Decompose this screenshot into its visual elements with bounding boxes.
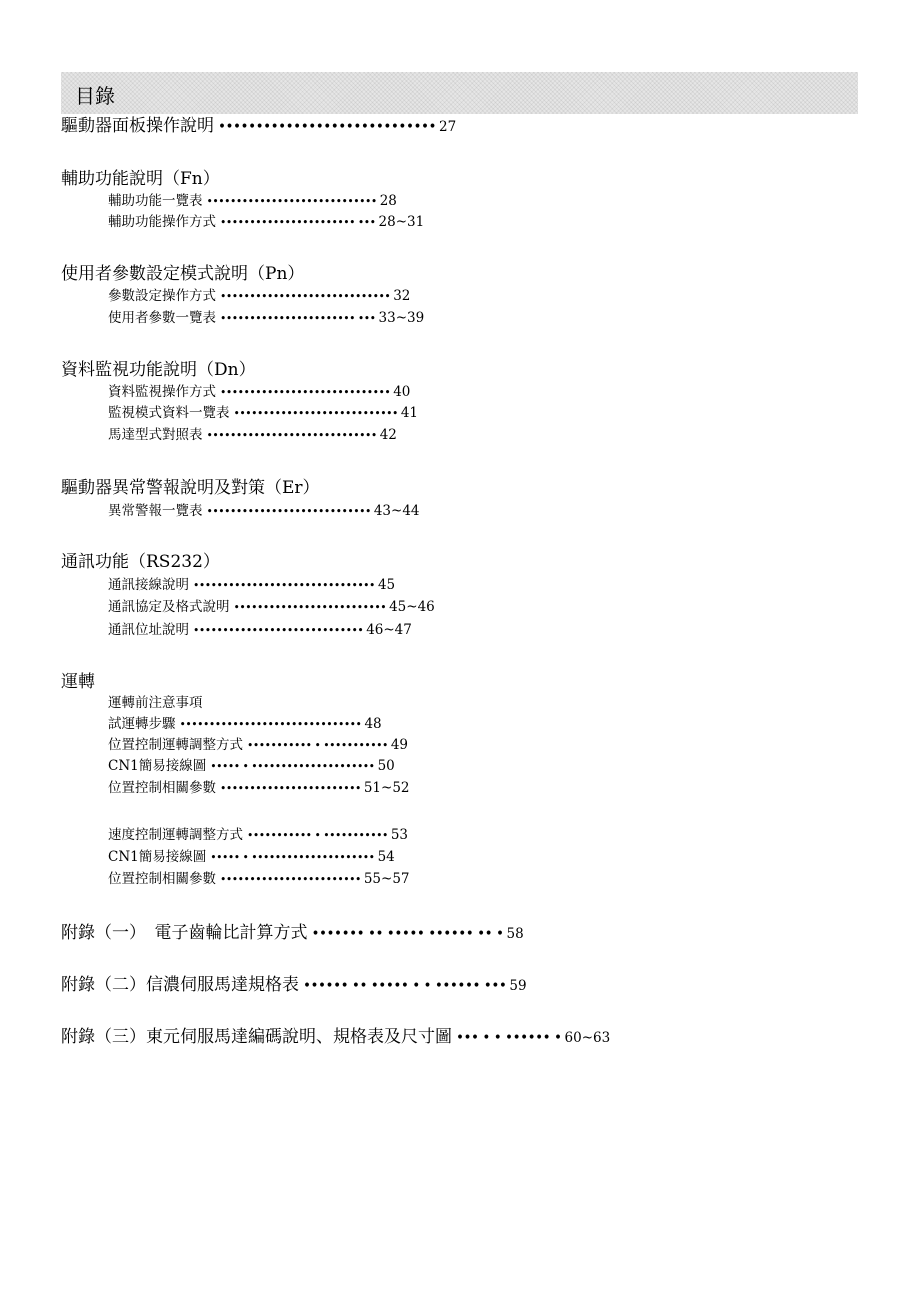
toc-entry-page: 27 — [439, 119, 457, 135]
toc-entry-dots: ••••••••••••••••••••••••••••••• — [179, 718, 362, 731]
toc-entry-label: 附錄（二）信濃伺服馬達規格表 — [61, 975, 299, 995]
toc-entry[interactable] — [108, 829, 408, 843]
toc-entry[interactable] — [108, 601, 435, 615]
toc-entry-label: 通訊協定及格式說明 — [108, 599, 230, 615]
toc-entry-label: 位置控制相關參數 — [108, 871, 216, 887]
toc-entry-label: 輔助功能一覽表 — [108, 193, 203, 209]
toc-entry-label: 驅動器面板操作說明 — [61, 116, 214, 136]
toc-entry-dots: ••••••••••••••••••••••••••••• — [218, 119, 437, 135]
toc-entry-label: 位置控制相關參數 — [108, 780, 216, 796]
toc-entry[interactable] — [108, 851, 395, 865]
toc-entry[interactable] — [61, 977, 527, 994]
toc-entry-dots: ••••••••••••••••••••••••••••• — [220, 386, 391, 399]
toc-entry-label: 位置控制運轉調整方式 — [108, 737, 243, 753]
toc-entry-page: 50 — [377, 758, 395, 774]
toc-entry-label: 試運轉步驟 — [108, 716, 176, 732]
toc-entry-page: 49 — [390, 737, 409, 753]
toc-entry-label: 資料監視功能說明（Dn） — [61, 360, 256, 380]
toc-entry-page: 53 — [390, 827, 409, 843]
toc-entry-label: 附錄（一） 電子齒輪比計算方式 — [61, 923, 308, 943]
toc-entry-page: 45 — [377, 577, 396, 593]
toc-entry[interactable] — [61, 554, 220, 571]
toc-entry[interactable] — [61, 480, 320, 497]
toc-entry[interactable] — [108, 782, 410, 796]
toc-entry-dots: ••••••••••••••••••••••• ••• — [220, 216, 376, 229]
toc-entry[interactable] — [61, 362, 256, 379]
page-title: 目錄 — [75, 84, 115, 108]
toc-entry-label: 參數設定操作方式 — [108, 288, 216, 304]
toc-entry[interactable] — [108, 216, 424, 230]
toc-entry-dots: ••••••••••••••••••••••• ••• — [220, 312, 376, 325]
toc-entry-label: 資料監視操作方式 — [108, 384, 216, 400]
toc-entry-page: 54 — [377, 849, 395, 865]
toc-entry-page: 28~31 — [378, 214, 425, 230]
toc-entry[interactable] — [108, 624, 412, 638]
toc-entry-dots: ••••••••••••••••••••••••••••••• — [193, 579, 375, 592]
toc-entry-label: 馬達型式對照表 — [108, 427, 203, 443]
toc-entry-label: 附錄（三）東元伺服馬達編碼說明、規格表及尺寸圖 — [61, 1027, 452, 1047]
toc-entry[interactable] — [108, 290, 410, 304]
toc-entry-dots: ••••••••••• • ••••••••••• — [247, 739, 388, 752]
toc-entry-label: CN1簡易接線圖 — [108, 849, 207, 865]
toc-entry-dots: ••••• • ••••••••••••••••••••• — [210, 760, 375, 773]
toc-entry-dots: ••• • • •••••• • — [456, 1030, 562, 1046]
toc-entry-dots: ••••••••••••••••••••••••••••• — [206, 195, 377, 208]
toc-entry[interactable] — [108, 505, 420, 519]
toc-entry-label: 通訊接線說明 — [108, 577, 189, 593]
toc-entry[interactable] — [108, 386, 410, 400]
toc-entry[interactable] — [108, 407, 418, 421]
toc-entry-page: 60~63 — [564, 1030, 611, 1046]
toc-entry-dots: ••••••••••••••••••••••••••••• — [220, 290, 391, 303]
toc-entry-dots: •••••••••••••••••••••••• — [220, 782, 361, 795]
toc-entry-page: 51~52 — [363, 780, 410, 796]
toc-entry-label: 監視模式資料一覽表 — [108, 405, 230, 421]
toc-entry-page: 43~44 — [373, 503, 420, 519]
toc-entry-label: 異常警報一覽表 — [108, 503, 203, 519]
toc-entry-page: 55~57 — [363, 871, 410, 887]
toc-entry-page: 48 — [364, 716, 382, 732]
toc-entry-label: CN1簡易接線圖 — [108, 758, 207, 774]
toc-entry-dots: •••••••••••••••••••••••••••• — [206, 505, 371, 518]
toc-entry[interactable] — [108, 697, 203, 711]
toc-entry[interactable] — [108, 760, 395, 774]
toc-entry-page: 59 — [509, 978, 527, 994]
toc-entry-label: 運轉 — [61, 672, 95, 692]
toc-entry-label: 使用者參數一覽表 — [108, 310, 216, 326]
toc-entry-page: 41 — [400, 405, 419, 421]
toc-entry[interactable] — [108, 873, 410, 887]
toc-entry-dots: ••••••••••••••••••••••••••••• — [206, 429, 377, 442]
toc-entry-label: 速度控制運轉調整方式 — [108, 827, 243, 843]
toc-entry-page: 40 — [393, 384, 411, 400]
toc-entry[interactable] — [61, 171, 220, 188]
toc-entry-page: 32 — [393, 288, 411, 304]
toc-entry-page: 42 — [379, 427, 397, 443]
toc-entry-label: 驅動器異常警報說明及對策（Er） — [61, 478, 320, 498]
toc-entry-page: 58 — [506, 926, 524, 942]
toc-entry-label: 通訊位址說明 — [108, 622, 189, 638]
toc-entry[interactable] — [61, 266, 304, 283]
toc-entry[interactable] — [108, 195, 397, 209]
toc-entry[interactable] — [108, 739, 408, 753]
toc-entry[interactable] — [108, 429, 397, 443]
toc-entry[interactable] — [108, 312, 424, 326]
toc-entry-page: 28 — [379, 193, 397, 209]
toc-entry-dots: ••••••••••• • ••••••••••• — [247, 829, 388, 842]
toc-entry-dots: ••••• • ••••••••••••••••••••• — [210, 851, 375, 864]
toc-entry-page: 46~47 — [366, 622, 412, 638]
toc-entry[interactable] — [61, 118, 456, 135]
toc-entry-dots: •••••••••••••••••••••••••••• — [233, 407, 398, 420]
toc-entry-label: 通訊功能（RS232） — [61, 552, 220, 572]
toc-entry-dots: •••••••••••••••••••••••••• — [233, 601, 387, 614]
toc-entry-label: 運轉前注意事項 — [108, 695, 203, 711]
toc-entry-page: 33~39 — [378, 310, 425, 326]
toc-entry[interactable] — [61, 1029, 610, 1046]
toc-entry[interactable] — [108, 579, 395, 593]
toc-entry[interactable] — [61, 925, 524, 942]
toc-entry-page: 45~46 — [389, 599, 435, 615]
toc-entry-label: 輔助功能操作方式 — [108, 214, 216, 230]
toc-entry-dots: •••••• •• ••••• • • •••••• ••• — [303, 978, 507, 994]
toc-entry-label: 輔助功能說明（Fn） — [61, 169, 220, 189]
toc-entry-dots: •••••••••••••••••••••••• — [220, 873, 361, 886]
toc-entry-label: 使用者參數設定模式說明（Pn） — [61, 264, 305, 284]
toc-title-bar — [61, 72, 858, 114]
toc-entry[interactable] — [108, 718, 382, 732]
toc-entry-dots: ••••••• •• ••••• •••••• •• • — [311, 926, 504, 942]
toc-entry[interactable] — [61, 674, 95, 691]
toc-entry-dots: ••••••••••••••••••••••••••••• — [193, 624, 364, 637]
